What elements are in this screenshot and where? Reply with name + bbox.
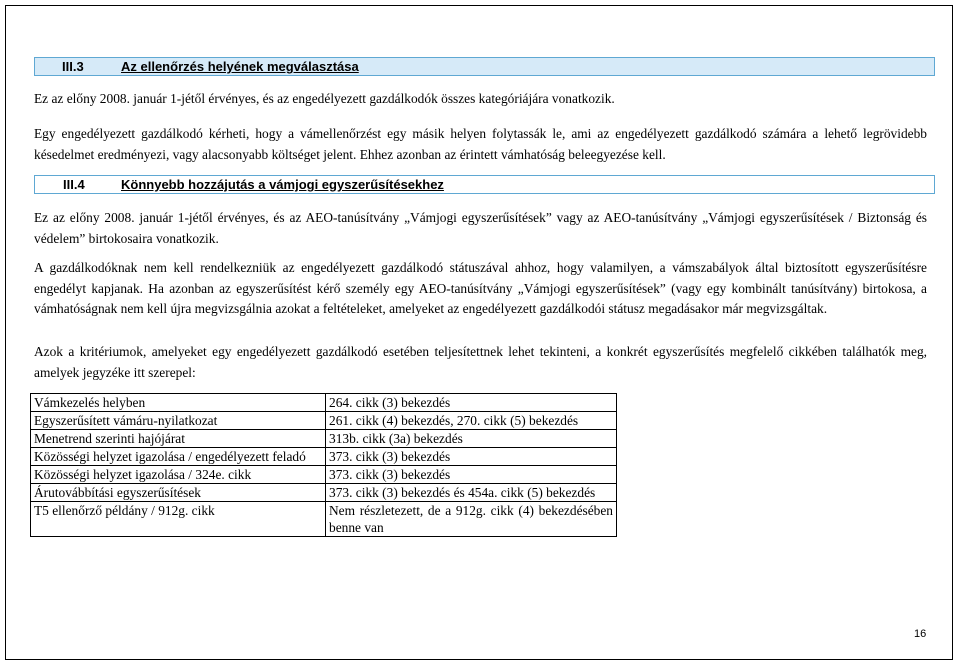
table-cell-ref: 264. cikk (3) bekezdés — [326, 394, 617, 412]
section-number: III.4 — [63, 177, 85, 192]
section-title: Könnyebb hozzájutás a vámjogi egyszerűsítésekhez — [121, 177, 444, 192]
table-cell-ref: 313b. cikk (3a) bekezdés — [326, 430, 617, 448]
section-3-body: Egy engedélyezett gazdálkodó kérheti, hogy a vámellenőrzést egy másik helyen folytassák le, ami az engedélyezett gazdálkodó számára a lehető legrövidebb késedelmet eredményezi, vagy alacsonyabb költséget jelent. Ehhez azonban az érintett vámhatóság beleegyezése kell. — [34, 126, 927, 162]
table-row — [31, 448, 617, 466]
section-4-paragraph-3: Azok a kritériumok, amelyeket egy engedélyezett gazdálkodó esetében teljesítettnek lehet tekinteni, a konkrét egyszerűsítés megfelelő cikkében találhatók meg, amelyek jegyzéke itt szerepel: — [34, 344, 927, 380]
table-cell-item: Egyszerűsített vámáru-nyilatkozat — [31, 412, 326, 430]
table-cell-item: Közösségi helyzet igazolása / 324e. cikk — [31, 466, 326, 484]
table-row — [31, 430, 617, 448]
page-number: 16 — [914, 628, 927, 640]
table-cell-ref: 373. cikk (3) bekezdés — [326, 448, 617, 466]
section-title: Az ellenőrzés helyének megválasztása — [121, 59, 359, 74]
table-row — [31, 394, 617, 412]
section-4-paragraph-2: A gazdálkodóknak nem kell rendelkezniük az engedélyezett gazdálkodó státuszával ahhoz, hogy valamilyen, a vámszabályok által biztosított egyszerűsítésre engedélyt kapjanak. Ha azonban az egyszerűsítést kérő személy egy AEO-tanúsítvány „Vámjogi egyszerűsítések” (vagy egy kombinált tanúsítvány) birtokosa, a vámhatóságnak nem kell újra megvizsgálnia azokat a feltételeket, amelyeket az engedélyezett gazdálkodói státusz megadásakor már megvizsgáltak. — [34, 260, 927, 316]
table-cell-ref: 373. cikk (3) bekezdés és 454a. cikk (5) bekezdés — [326, 484, 617, 502]
table-cell-item: Árutovábbítási egyszerűsítések — [31, 484, 326, 502]
table-cell-ref: Nem részletezett, de a 912g. cikk (4) bekezdésében benne van — [326, 502, 617, 537]
table-cell-ref: 373. cikk (3) bekezdés — [326, 466, 617, 484]
table-row — [31, 412, 617, 430]
table-cell-item: T5 ellenőrző példány / 912g. cikk — [31, 502, 326, 537]
section-3-intro: Ez az előny 2008. január 1-jétől érvényes, és az engedélyezett gazdálkodók összes kategóriájára vonatkozik. — [34, 91, 615, 106]
section-heading-iii-4 — [34, 175, 935, 194]
section-heading-iii-3 — [34, 57, 935, 76]
section-4-intro: Ez az előny 2008. január 1-jétől érvényes, és az AEO-tanúsítvány „Vámjogi egyszerűsítések” vagy az AEO-tanúsítvány „Vámjogi egyszerűsítések / Biztonság és védelem” birtokosaira vonatkozik. — [34, 210, 927, 246]
table-cell-item: Közösségi helyzet igazolása / engedélyezett feladó — [31, 448, 326, 466]
table-row — [31, 466, 617, 484]
table-row — [31, 484, 617, 502]
table-cell-item: Menetrend szerinti hajójárat — [31, 430, 326, 448]
criteria-table — [30, 393, 617, 537]
table-cell-item: Vámkezelés helyben — [31, 394, 326, 412]
table-cell-ref: 261. cikk (4) bekezdés, 270. cikk (5) bekezdés — [326, 412, 617, 430]
table-row — [31, 502, 617, 537]
section-number: III.3 — [62, 59, 84, 74]
